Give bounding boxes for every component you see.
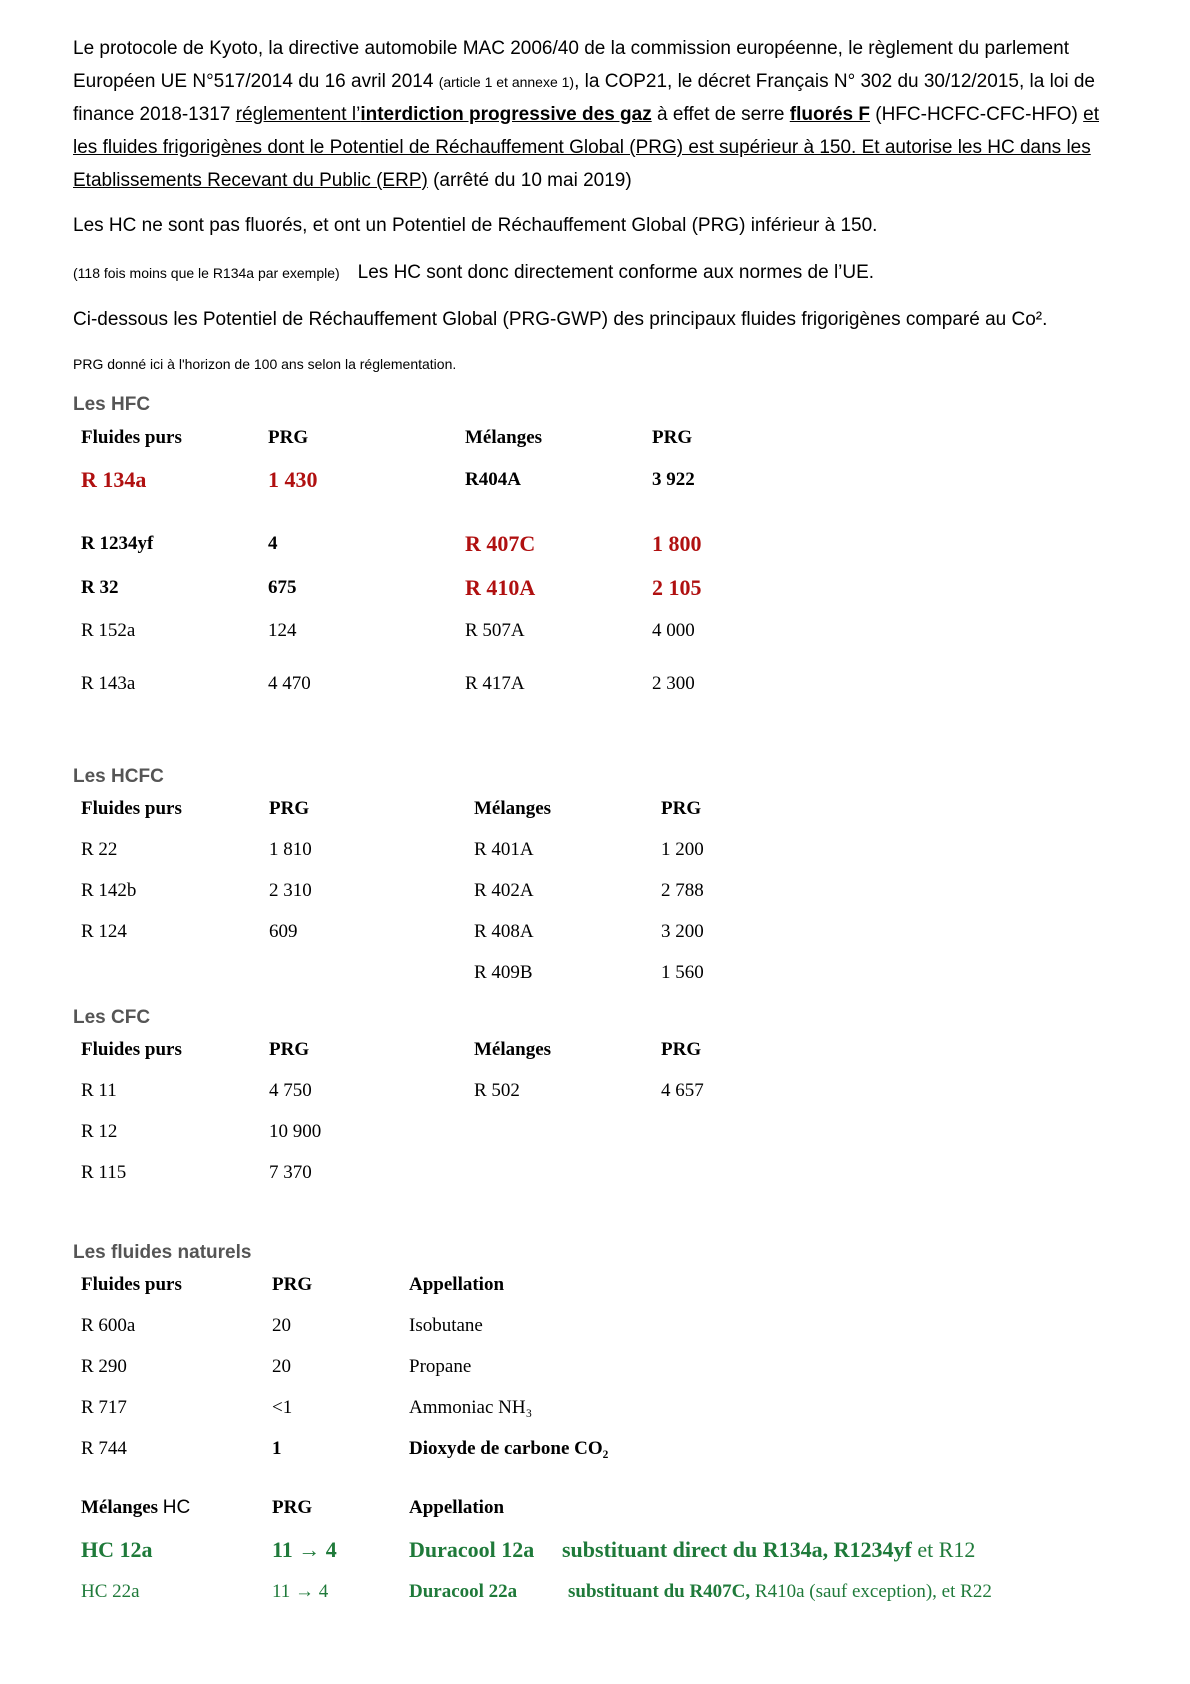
hfc-pure: R 1234yf xyxy=(81,533,154,554)
hcfc-pure: R 22 xyxy=(81,839,118,860)
hcfc-header-pure: Fluides purs xyxy=(81,798,182,819)
hcfc-mprg: 1 560 xyxy=(661,962,704,983)
natural-heading: Les fluides naturels xyxy=(73,1242,252,1263)
cfc-pure: R 12 xyxy=(81,1121,118,1142)
intro-l3c: interdiction progressive des gaz xyxy=(360,104,652,125)
hcfc-mix: R 402A xyxy=(474,880,534,901)
hfc-mix: R 410A xyxy=(465,575,536,600)
intro-l3b: réglementent l’ xyxy=(235,104,361,125)
natural-pure: R 600a xyxy=(81,1315,136,1336)
hfc-header-mix: Mélanges xyxy=(465,427,543,448)
intro-l5a: Etablissements Recevant du Public (ERP) xyxy=(73,170,428,191)
intro-l5b: (arrêté du 10 mai 2019) xyxy=(427,170,632,191)
intro-l3e: fluorés F xyxy=(789,104,870,125)
natural-pure: R 290 xyxy=(81,1356,127,1377)
intro-l3f: (HFC-HCFC-CFC-HFO) xyxy=(869,104,1084,125)
intro-p2: Les HC ne sont pas fluorés, et ont un Potentiel de Réchauffement Global (PRG) inférieur à 150. xyxy=(73,215,878,236)
intro-p4: Ci-dessous les Potentiel de Réchauffement Global (PRG-GWP) des principaux fluides frigorigènes comparé au Co². xyxy=(73,309,1048,330)
natural-prg: 20 xyxy=(272,1315,291,1336)
intro-line-2 xyxy=(73,71,1095,93)
cfc-mprg: 4 657 xyxy=(661,1080,704,1101)
hcfc-pure: R 142b xyxy=(81,880,137,901)
hc12-name: HC 12a xyxy=(81,1537,153,1562)
intro-l2b: (article 1 et annexe 1) xyxy=(438,74,575,90)
natural-header-app: Appellation xyxy=(409,1274,505,1295)
hc12-app: Duracool 12a xyxy=(409,1537,535,1562)
cfc-header-mix: Mélanges xyxy=(474,1039,552,1060)
intro-l2c: , la COP21, le décret Français N° 302 du 30/12/2015, la loi de xyxy=(574,71,1095,92)
natural-prg: 20 xyxy=(272,1356,291,1377)
hc-prg-header: PRG xyxy=(272,1497,313,1518)
natural-prg: 1 xyxy=(272,1438,282,1459)
hfc-pure: R 134a xyxy=(81,467,147,492)
cfc-prg: 7 370 xyxy=(269,1162,312,1183)
hcfc-mprg: 2 788 xyxy=(661,880,704,901)
cfc-heading: Les CFC xyxy=(73,1007,151,1028)
hc22-sub-a: substituant du R407C, xyxy=(568,1581,751,1602)
hc-mix-header-a: Mélanges xyxy=(81,1497,163,1518)
hfc-prg: 675 xyxy=(268,577,297,598)
intro-p5: PRG donné ici à l'horizon de 100 ans selon la réglementation. xyxy=(73,356,457,372)
cfc-prg: 10 900 xyxy=(269,1121,322,1142)
hfc-pure: R 143a xyxy=(81,673,136,694)
hc22-prg: 11 → 4 xyxy=(272,1581,329,1602)
hcfc-heading: Les HCFC xyxy=(73,766,164,787)
intro-l3g: et xyxy=(1083,104,1100,125)
hfc-header-pure: Fluides purs xyxy=(81,427,182,448)
hcfc-header-prg2: PRG xyxy=(661,798,702,819)
hc-mix-header xyxy=(81,1497,190,1519)
hfc-mprg: 1 800 xyxy=(652,531,702,556)
hc22-app: Duracool 22a xyxy=(409,1581,518,1602)
natural-prg: <1 xyxy=(272,1397,293,1418)
hc-mix-header-b: HC xyxy=(162,1497,191,1518)
hfc-prg: 124 xyxy=(268,620,297,641)
hc22-sub-b: R410a (sauf exception), et R22 xyxy=(750,1581,992,1602)
hfc-pure: R 152a xyxy=(81,620,136,641)
natural-pure: R 744 xyxy=(81,1438,127,1459)
hfc-mix: R 417A xyxy=(465,673,525,694)
cfc-pure: R 11 xyxy=(81,1080,117,1101)
intro-line-3 xyxy=(73,104,1099,126)
natural-app: Isobutane xyxy=(409,1315,483,1336)
hc12-prg: 11 → 4 xyxy=(272,1537,337,1562)
hfc-prg: 4 xyxy=(268,533,278,554)
hfc-prg: 4 470 xyxy=(268,673,311,694)
natural-header-pure: Fluides purs xyxy=(81,1274,182,1295)
hfc-mix: R 407C xyxy=(465,531,536,556)
hc12-sub-a: substituant direct du R134a, R1234yf xyxy=(562,1537,912,1562)
intro-line-1: Le protocole de Kyoto, la directive automobile MAC 2006/40 de la commission européenne, le règlement du parlement xyxy=(73,38,1069,59)
cfc-prg: 4 750 xyxy=(269,1080,312,1101)
intro-l2a: Européen UE N°517/2014 du 16 avril 2014 xyxy=(73,71,439,92)
intro-l3d: à effet de serre xyxy=(651,104,790,125)
intro-p3 xyxy=(73,262,1158,284)
hc12-sub xyxy=(562,1537,975,1563)
cfc-mix: R 502 xyxy=(474,1080,520,1101)
intro-p3a: (118 fois moins que le R134a par exemple) xyxy=(73,265,340,281)
cfc-header-pure: Fluides purs xyxy=(81,1039,182,1060)
hcfc-mprg: 3 200 xyxy=(661,921,704,942)
hfc-mprg: 2 105 xyxy=(652,575,702,600)
hcfc-header-mix: Mélanges xyxy=(474,798,552,819)
cfc-header-prg2: PRG xyxy=(661,1039,702,1060)
cfc-pure: R 115 xyxy=(81,1162,127,1183)
hcfc-mix: R 408A xyxy=(474,921,534,942)
hcfc-prg: 609 xyxy=(269,921,298,942)
hcfc-mix: R 401A xyxy=(474,839,534,860)
cfc-header-prg: PRG xyxy=(269,1039,310,1060)
hfc-heading: Les HFC xyxy=(73,394,151,415)
hc12-sub-b: et R12 xyxy=(911,1537,976,1562)
hc22-sub xyxy=(568,1581,992,1603)
hcfc-mprg: 1 200 xyxy=(661,839,704,860)
natural-app: Dioxyde de carbone CO₂ xyxy=(409,1438,609,1459)
intro-line-4: les fluides frigorigènes dont le Potentiel de Réchauffement Global (PRG) est supérieur à 150. Et autorise les HC dans les xyxy=(73,137,1091,158)
intro-p3b: Les HC sont donc directement conforme aux normes de l’UE. xyxy=(357,262,875,283)
hcfc-pure: R 124 xyxy=(81,921,127,942)
hfc-prg: 1 430 xyxy=(268,467,318,492)
intro-line-5 xyxy=(73,170,632,192)
intro-l3a: finance 2018-1317 xyxy=(73,104,236,125)
hfc-pure: R 32 xyxy=(81,577,119,598)
natural-app: Propane xyxy=(409,1356,472,1377)
hfc-mprg: 4 000 xyxy=(652,620,695,641)
hfc-header-prg: PRG xyxy=(268,427,309,448)
hc22-name: HC 22a xyxy=(81,1581,140,1602)
hcfc-prg: 2 310 xyxy=(269,880,312,901)
hfc-mprg: 2 300 xyxy=(652,673,695,694)
hfc-mix: R404A xyxy=(465,469,521,490)
hcfc-prg: 1 810 xyxy=(269,839,312,860)
natural-header-prg: PRG xyxy=(272,1274,313,1295)
hfc-mix: R 507A xyxy=(465,620,525,641)
hfc-header-prg2: PRG xyxy=(652,427,693,448)
natural-app: Ammoniac NH₃ xyxy=(409,1397,533,1418)
hcfc-mix: R 409B xyxy=(474,962,533,983)
hc-app-header: Appellation xyxy=(409,1497,505,1518)
hcfc-header-prg: PRG xyxy=(269,798,310,819)
natural-pure: R 717 xyxy=(81,1397,127,1418)
hfc-mprg: 3 922 xyxy=(652,469,695,490)
